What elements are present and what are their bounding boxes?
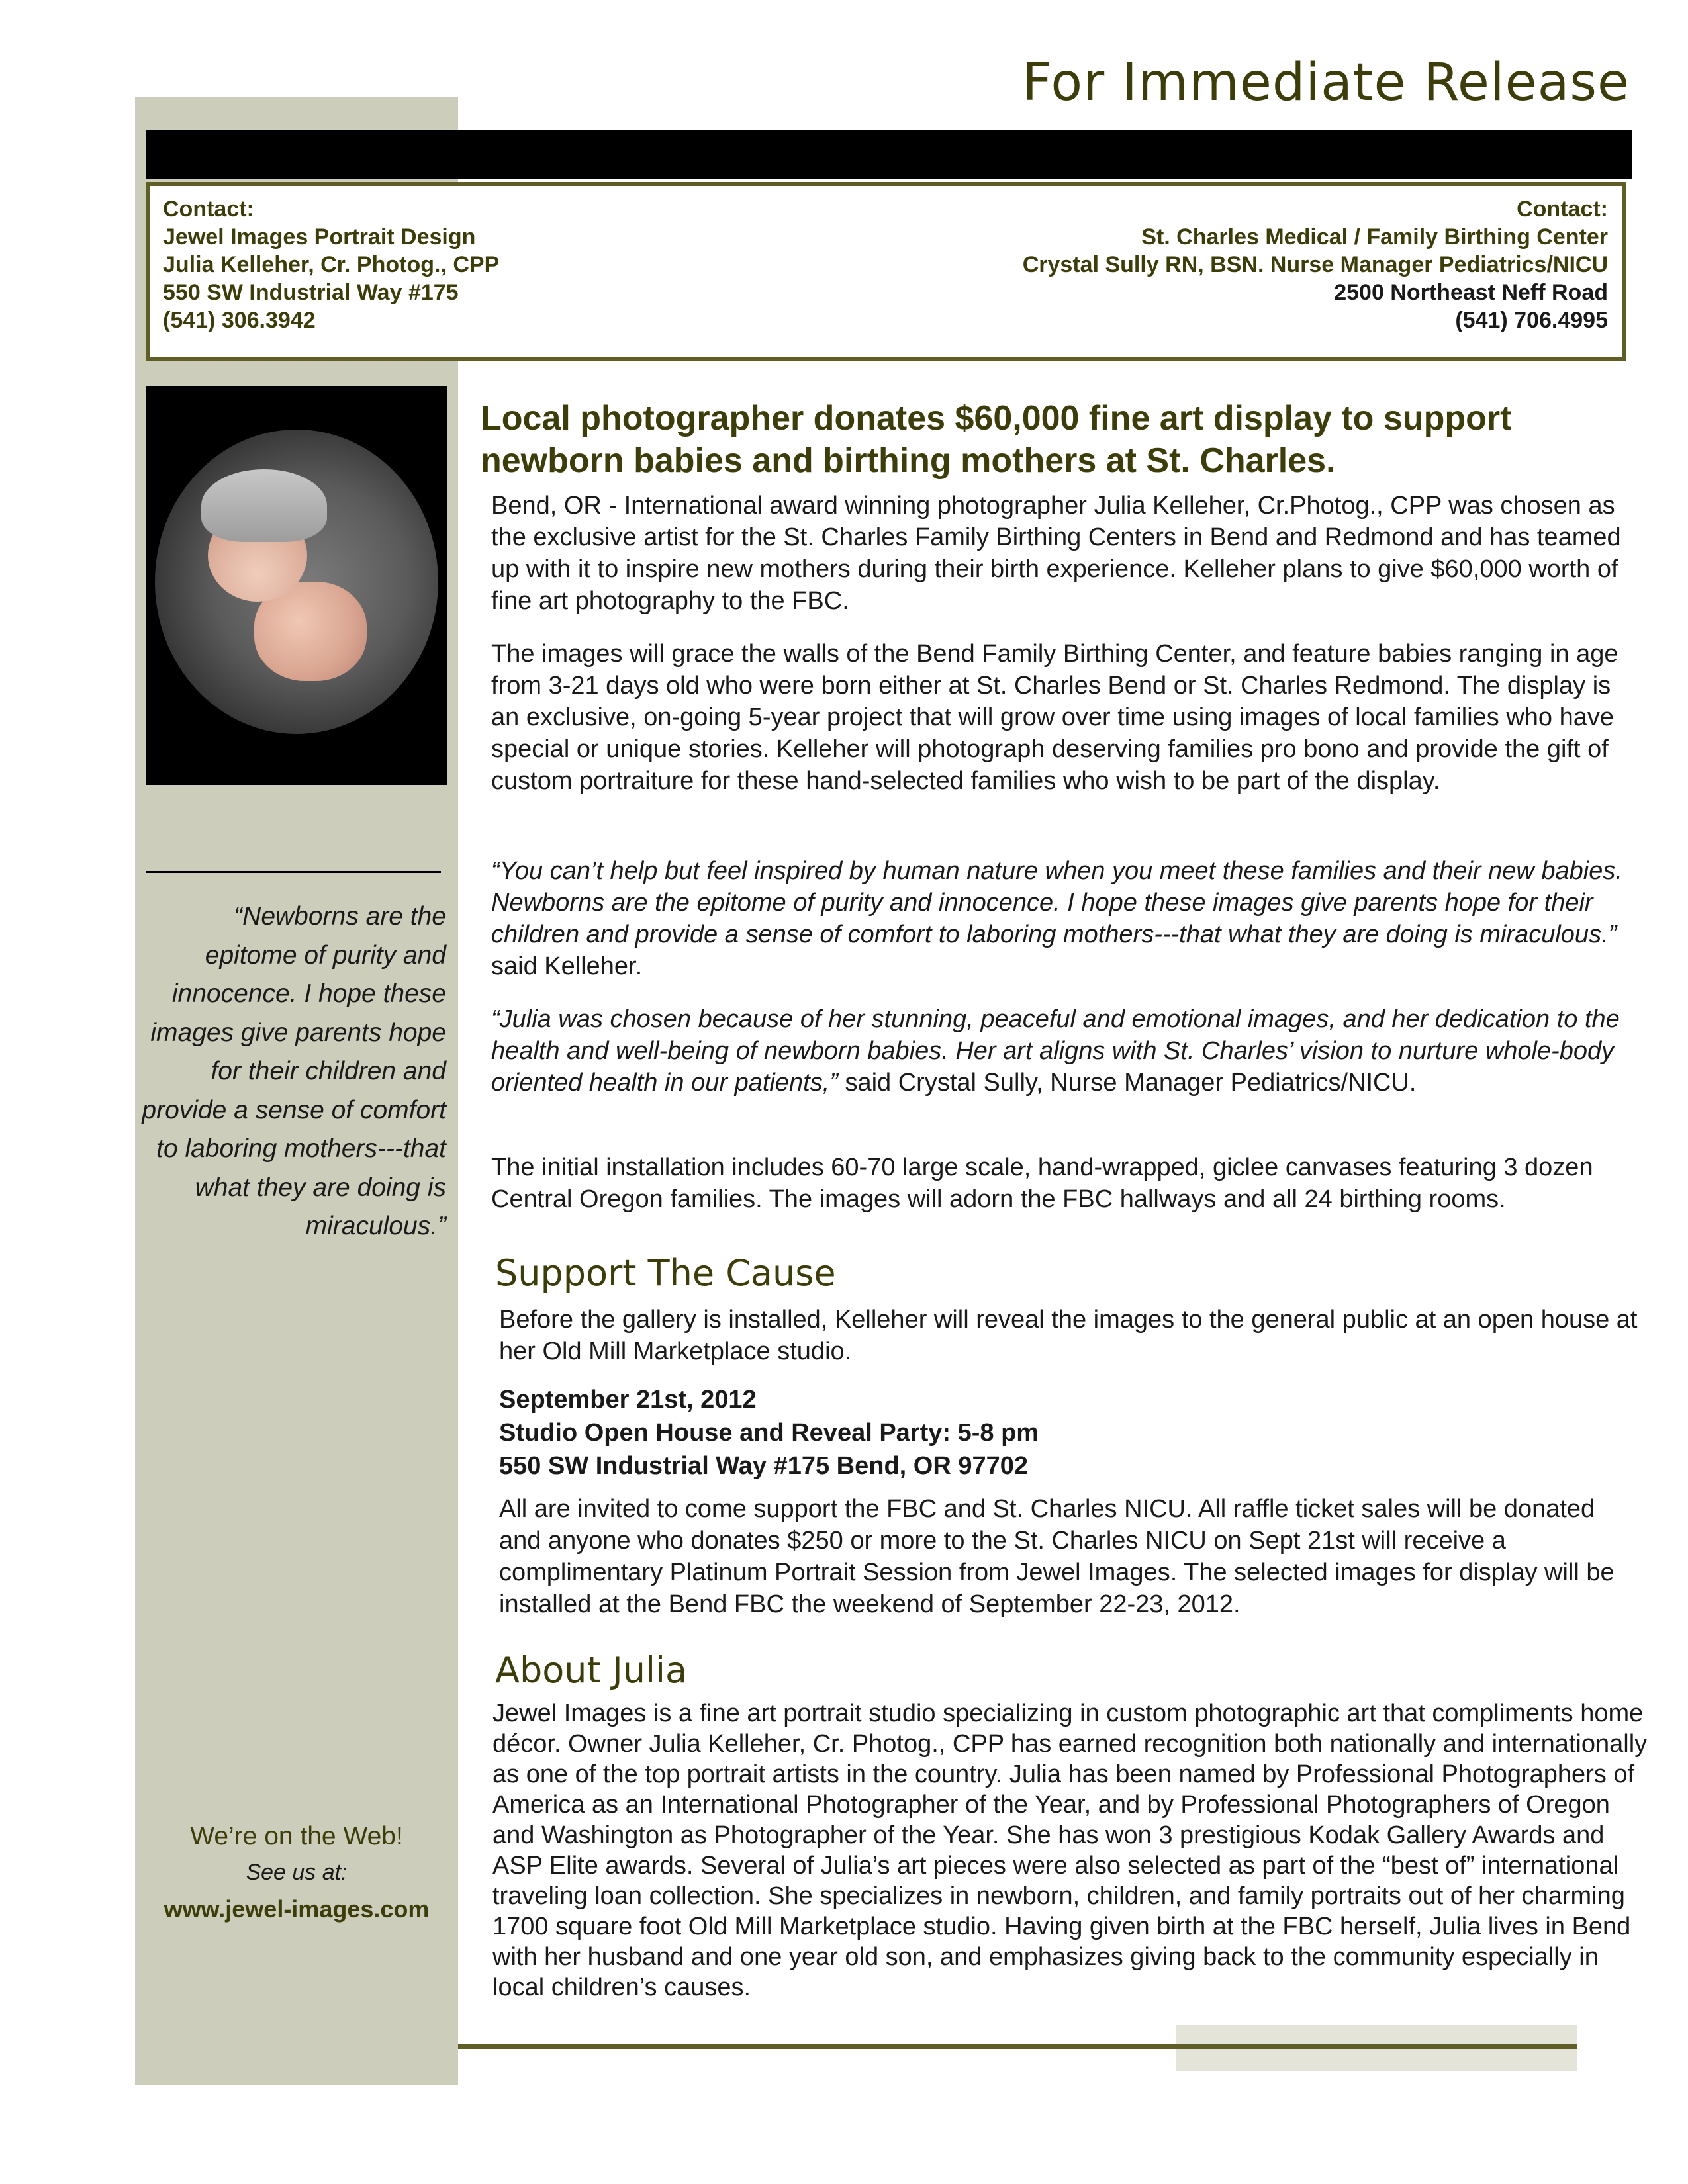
contact-org: St. Charles Medical / Family Birthing Center xyxy=(1141,224,1608,250)
contact-name: Crystal Sully RN, BSN. Nurse Manager Pediatrics/NICU xyxy=(1022,252,1608,277)
sidebar-divider xyxy=(146,871,441,873)
web-promo xyxy=(135,1819,458,1929)
event-name: Studio Open House and Reveal Party: 5-8 pm xyxy=(499,1419,1039,1447)
contact-address: 2500 Northeast Neff Road xyxy=(1334,280,1608,305)
support-paragraph-2: All are invited to come support the FBC and St. Charles NICU. All raffle ticket sales will be donated and anyone who donates $250 or more to the St. Charles NICU on Sept 21st will receive a complimentary Platinum Portrait Session from Jewel Images. The selected images for display will be installed at the Bend FBC the weekend of September 22-23, 2012. xyxy=(499,1495,1615,1618)
event-date: September 21st, 2012 xyxy=(499,1386,757,1414)
quote-attribution: said Crystal Sully, Nurse Manager Pediatrics/NICU. xyxy=(837,1069,1417,1097)
contact-phone: (541) 706.4995 xyxy=(1455,308,1608,333)
article-quote-kelleher xyxy=(491,855,1643,982)
page-title: For Immediate Release xyxy=(1022,53,1630,113)
article-paragraph-2: The images will grace the walls of the Bend Family Birthing Center, and feature babies ranging in age from 3-21 days old who were born either at St. Charles Bend or St. Charles Redmond. The display is an exclusive, on-going 5-year project that will grow over time using images of local families who have special or unique stories. Kelleher will photograph deserving families pro bono and provide the gift of custom portraiture for these hand-selected families who wish to be part of the display. xyxy=(491,640,1618,795)
event-details xyxy=(499,1383,1039,1482)
quote-text: “You can’t help but feel inspired by human nature when you meet these families and their new babies. Newborns are the epitome of purity and innocence. I hope these images give parents hope for their children and provide a sense of comfort to laboring mothers---that what they are doing is miraculous.” xyxy=(491,857,1622,948)
contact-left xyxy=(163,195,499,334)
contact-address: 550 SW Industrial Way #175 xyxy=(163,280,459,305)
contact-label: Contact: xyxy=(163,197,254,222)
pull-quote: “Newborns are the epitome of purity and innocence. I hope these images give parents hope for their children and provide a sense of comfort to laboring mothers---that what they are doing is miraculous.” xyxy=(142,902,446,1240)
event-address: 550 SW Industrial Way #175 Bend, OR 97702 xyxy=(499,1452,1029,1480)
contact-label: Contact: xyxy=(1517,197,1608,222)
quote-text: “Julia was chosen because of her stunning, peaceful and emotional images, and her dedication to the health and well-being of newborn babies. Her art aligns with St. Charles’ vision to nurture whole-body oriented health in our patients,” xyxy=(491,1005,1620,1097)
contact-name: Julia Kelleher, Cr. Photog., CPP xyxy=(163,252,500,277)
about-paragraph: Jewel Images is a fine art portrait studio specializing in custom photographic art that compliments home décor. Owner Julia Kelleher, Cr. Photog., CPP has earned recognition both nationally and internationally as one of the top portrait artists in the country. Julia has been named by Professional Photographers of America as an International Photographer of the Year, and by Professional Photographers of Oregon and Washington as Photographer of the Year. She has won 3 prestigious Kodak Gallery Awards and ASP Elite awards. Several of Julia’s art pieces were also selected as part of the “best of” international traveling loan collection. She specializes in newborn, children, and family portraits out of her charming 1700 square foot Old Mill Marketplace studio. Having given birth at the FBC herself, Julia lives in Bend with her husband and one year old son, and emphasizes giving back to the community especially in local children’s causes. xyxy=(492,1700,1648,2001)
contact-org: Jewel Images Portrait Design xyxy=(163,224,476,250)
section-title-support: Support The Cause xyxy=(495,1252,836,1294)
contact-right xyxy=(1023,195,1608,334)
newborn-photo xyxy=(146,386,447,785)
section-title-about: About Julia xyxy=(495,1649,688,1691)
article-headline: Local photographer donates $60,000 fine art display to support newborn babies and birthing mothers at St. Charles. xyxy=(481,399,1512,480)
article-quote-sully xyxy=(491,1003,1643,1099)
contact-phone: (541) 306.3942 xyxy=(163,308,316,333)
web-subheading: See us at: xyxy=(246,1860,348,1885)
header-bar xyxy=(146,130,1632,179)
footer-rule xyxy=(458,2044,1577,2049)
web-heading: We’re on the Web! xyxy=(190,1822,403,1850)
article-paragraph-5: The initial installation includes 60-70 large scale, hand-wrapped, giclee canvases featuring 3 dozen Central Oregon families. The images will adorn the FBC hallways and all 24 birthing rooms. xyxy=(491,1154,1593,1213)
support-paragraph-1: Before the gallery is installed, Kelleher will reveal the images to the general public at an open house at her Old Mill Marketplace studio. xyxy=(499,1306,1638,1365)
photo-baby-hat xyxy=(201,469,327,542)
quote-attribution: said Kelleher. xyxy=(491,952,643,980)
article-paragraph-1: Bend, OR - International award winning photographer Julia Kelleher, Cr.Photog., CPP was chosen as the exclusive artist for the St. Charles Family Birthing Centers in Bend and Redmond and has teamed up with it to inspire new mothers during their birth experience. Kelleher plans to give $60,000 worth of fine art photography to the FBC. xyxy=(491,492,1621,615)
website-link[interactable]: www.jewel-images.com xyxy=(164,1895,430,1923)
photo-blanket xyxy=(155,430,438,734)
contact-box xyxy=(146,182,1626,361)
